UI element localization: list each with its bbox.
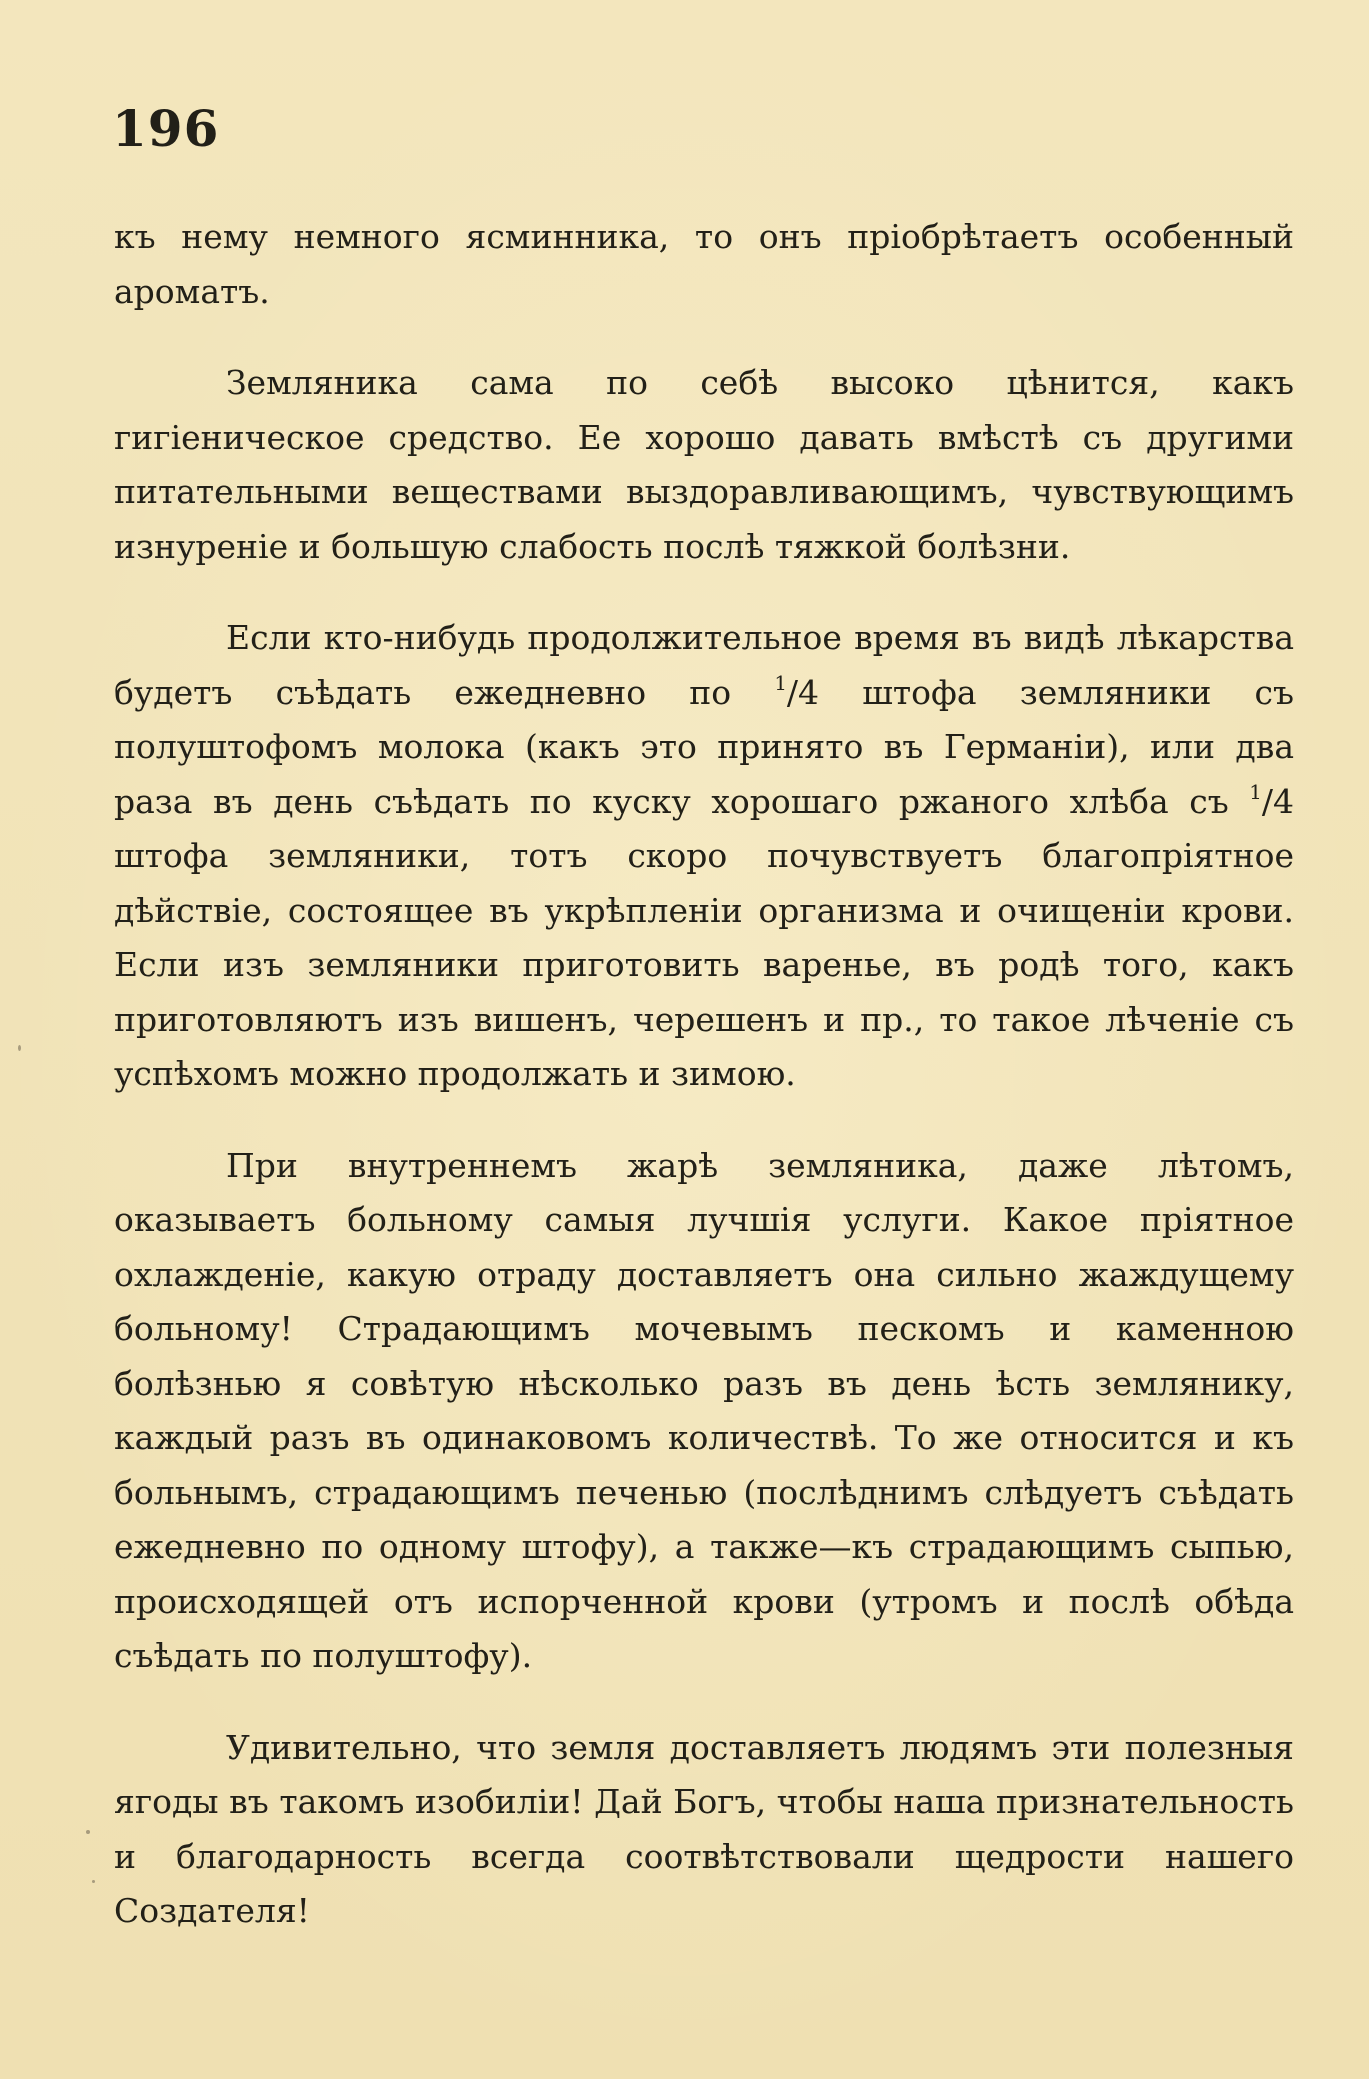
paragraph-5: Удивительно, что земля доставляетъ людямъ эти полезныя ягоды въ такомъ изобиліи! Дай Богъ, чтобы наша признательность и благодарность всегда соотвѣтствовали щедрости нашего Создателя! [114,1727,1294,1930]
fraction-quarter-1 [774,673,819,712]
fraction-quarter-2 [1249,782,1294,821]
paper-speck [92,1880,95,1883]
fraction-denominator: /4 [1261,781,1294,821]
paper-speck [86,1830,90,1834]
paragraph-1: къ нему немного ясминника, то онъ пріобрѣтаетъ особенный ароматъ. [114,217,1294,311]
body-text [114,210,1294,1939]
paper-speck [18,1045,21,1051]
fraction-numerator: 1 [1249,780,1262,804]
paragraph-2: Земляника сама по себѣ высоко цѣнится, какъ гигіеническое средство. Ее хорошо давать вмѣстѣ съ другими питательными веществами выздоравливающимъ, чувствующимъ изнуреніе и большую слабость послѣ тяжкой болѣзни. [114,363,1294,566]
paragraph-3-part-3: штофа земляники, тотъ скоро почувствуетъ благопріятное дѣйствіе, состоящее въ укрѣпленіи организма и очищеніи крови. Если изъ земляники приготовить варенье, въ родѣ того, какъ приготовляютъ изъ вишенъ, черешенъ и пр., то такое лѣченіе съ успѣхомъ можно продолжать и зимою. [114,836,1294,1093]
paragraph-4: При внутреннемъ жарѣ земляника, даже лѣтомъ, оказываетъ больному самыя лучшія услуги. Какое пріятное охлажденіе, какую отраду доставляетъ она сильно жаждущему больному! Страдающимъ мочевымъ пескомъ и каменною болѣзнью я совѣтую нѣсколько разъ въ день ѣсть землянику, каждый разъ въ одинаковомъ количествѣ. То же относится и къ больнымъ, страдающимъ печенью (послѣднимъ слѣдуетъ съѣдать ежедневно по одному штофу), а также—къ страдающимъ сыпью, происходящей отъ испорченной крови (утромъ и послѣ обѣда съѣдать по полуштофу). [114,1145,1294,1675]
fraction-denominator: /4 [786,672,820,712]
paragraph-3-part-2: штофа земляники съ полуштофомъ молока (какъ это принято въ Германіи), или два раза въ день съѣдать по куску хорошаго ржаного хлѣба съ [114,672,1295,821]
paragraph-3-part-1: Если кто-нибудь продолжительное время въ видѣ лѣкарства будетъ съѣдать ежедневно по [114,618,1294,712]
page-number: 196 [112,99,220,158]
fraction-numerator: 1 [774,671,787,695]
paragraph-3 [114,611,1294,1102]
